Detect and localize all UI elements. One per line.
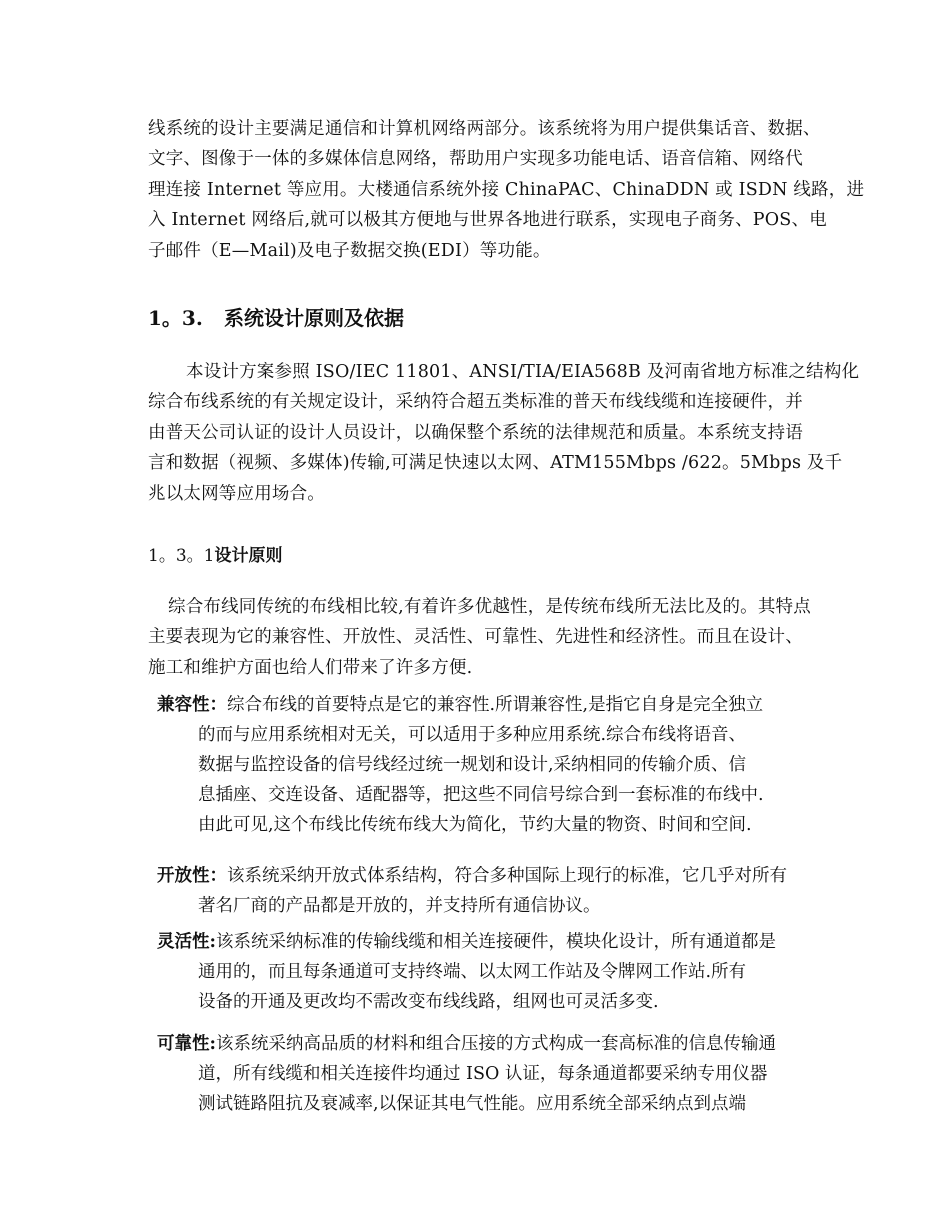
subsection-number: 1。3。1	[148, 546, 215, 566]
section-title: 系统设计原则及依据	[224, 306, 404, 330]
intro-paragraph	[148, 114, 865, 266]
design-basis-line: 兆以太网等应用场合。	[148, 483, 325, 504]
design-basis-line: 综合布线系统的有关规定设计，采纳符合超五类标准的普天布线线缆和连接硬件，并	[148, 392, 803, 413]
feature-line: 由此可见,这个布线比传统布线大为简化，节约大量的物资、时间和空间.	[198, 815, 752, 835]
intro-line: 线系统的设计主要满足通信和计算机网络两部分。该系统将为用户提供集话音、数据、	[148, 119, 821, 139]
feature-term: 开放性：	[157, 866, 227, 886]
feature-reliability	[148, 1029, 868, 1119]
principles-intro-paragraph	[148, 592, 848, 683]
subsection-title: 设计原则	[214, 546, 283, 566]
feature-term: 灵活性:	[157, 932, 216, 952]
design-basis-line: 言和数据（视频、多媒体)传输,可满足快速以太网、ATM155Mbps /622。5Mbps 及千	[148, 453, 843, 474]
design-basis-paragraph	[148, 357, 860, 509]
feature-openness	[148, 861, 868, 921]
feature-compatibility	[148, 690, 868, 840]
subsection-heading	[148, 541, 282, 566]
feature-term: 兼容性：	[157, 695, 227, 715]
feature-text: 该系统采纳标准的传输线缆和相关连接硬件，模块化设计，所有通道都是	[215, 932, 776, 952]
intro-line: 入 Internet 网络后,就可以极其方便地与世界各地进行联系，实现电子商务、POS、电	[148, 210, 827, 231]
intro-line: 理连接 Internet 等应用。大楼通信系统外接 ChinaPAC、ChinaDDN 或 ISDN 线路，进	[148, 179, 865, 200]
feature-first-line	[148, 927, 868, 957]
intro-line: 子邮件（E—Mail)及电子数据交换(EDI）等功能。	[148, 240, 551, 261]
feature-text: 该系统采纳开放式体系结构，符合多种国际上现行的标准，它几乎对所有	[227, 866, 787, 886]
feature-line: 数据与监控设备的信号线经过统一规划和设计,采纳相同的传输介质、信	[198, 755, 747, 775]
design-basis-line: 本设计方案参照 ISO/IEC 11801、ANSI/TIA/EIA568B 及河南省地方标准之结构化	[186, 362, 860, 382]
feature-first-line	[148, 1029, 868, 1059]
feature-line: 息插座、交连设备、适配器等，把这些不同信号综合到一套标准的布线中.	[198, 785, 764, 805]
feature-line: 道，所有线缆和相关连接件均通过 ISO 认证，每条通道都要采纳专用仪器	[198, 1064, 768, 1084]
feature-first-line	[148, 861, 868, 891]
feature-line: 测试链路阻抗及衰减率,以保证其电气性能。应用系统全部采纳点到点端	[198, 1094, 747, 1114]
feature-first-line	[148, 690, 868, 720]
feature-term: 可靠性:	[157, 1034, 216, 1054]
feature-line: 的而与应用系统相对无关，可以适用于多种应用系统.综合布线将语音、	[198, 725, 747, 745]
section-number: 1。3.	[148, 306, 203, 330]
intro-line: 文字、图像于一体的多媒体信息网络，帮助用户实现多功能电话、语音信箱、网络代	[148, 149, 803, 170]
feature-flexibility	[148, 927, 868, 1017]
design-basis-line: 由普天公司认证的设计人员设计，以确保整个系统的法律规范和质量。本系统支持语	[148, 422, 803, 443]
principles-intro-line: 综合布线同传统的布线相比较,有着许多优越性，是传统布线所无法比及的。其特点	[168, 597, 811, 617]
feature-text: 综合布线的首要特点是它的兼容性.所谓兼容性,是指它自身是完全独立	[227, 695, 764, 715]
principles-intro-line: 主要表现为它的兼容性、开放性、灵活性、可靠性、先进性和经济性。而且在设计、	[148, 627, 803, 648]
feature-line: 著名厂商的产品都是开放的，并支持所有通信协议。	[198, 896, 601, 916]
feature-line: 通用的，而且每条通道可支持终端、以太网工作站及令牌网工作站.所有	[198, 962, 747, 982]
feature-line: 设备的开通及更改均不需改变布线线路，组网也可灵活多变.	[198, 992, 659, 1012]
feature-text: 该系统采纳高品质的材料和组合压接的方式构成一套高标准的信息传输通	[215, 1034, 776, 1054]
section-heading	[148, 302, 404, 331]
principles-intro-line: 施工和维护方面也给人们带来了许多方便.	[148, 657, 473, 678]
